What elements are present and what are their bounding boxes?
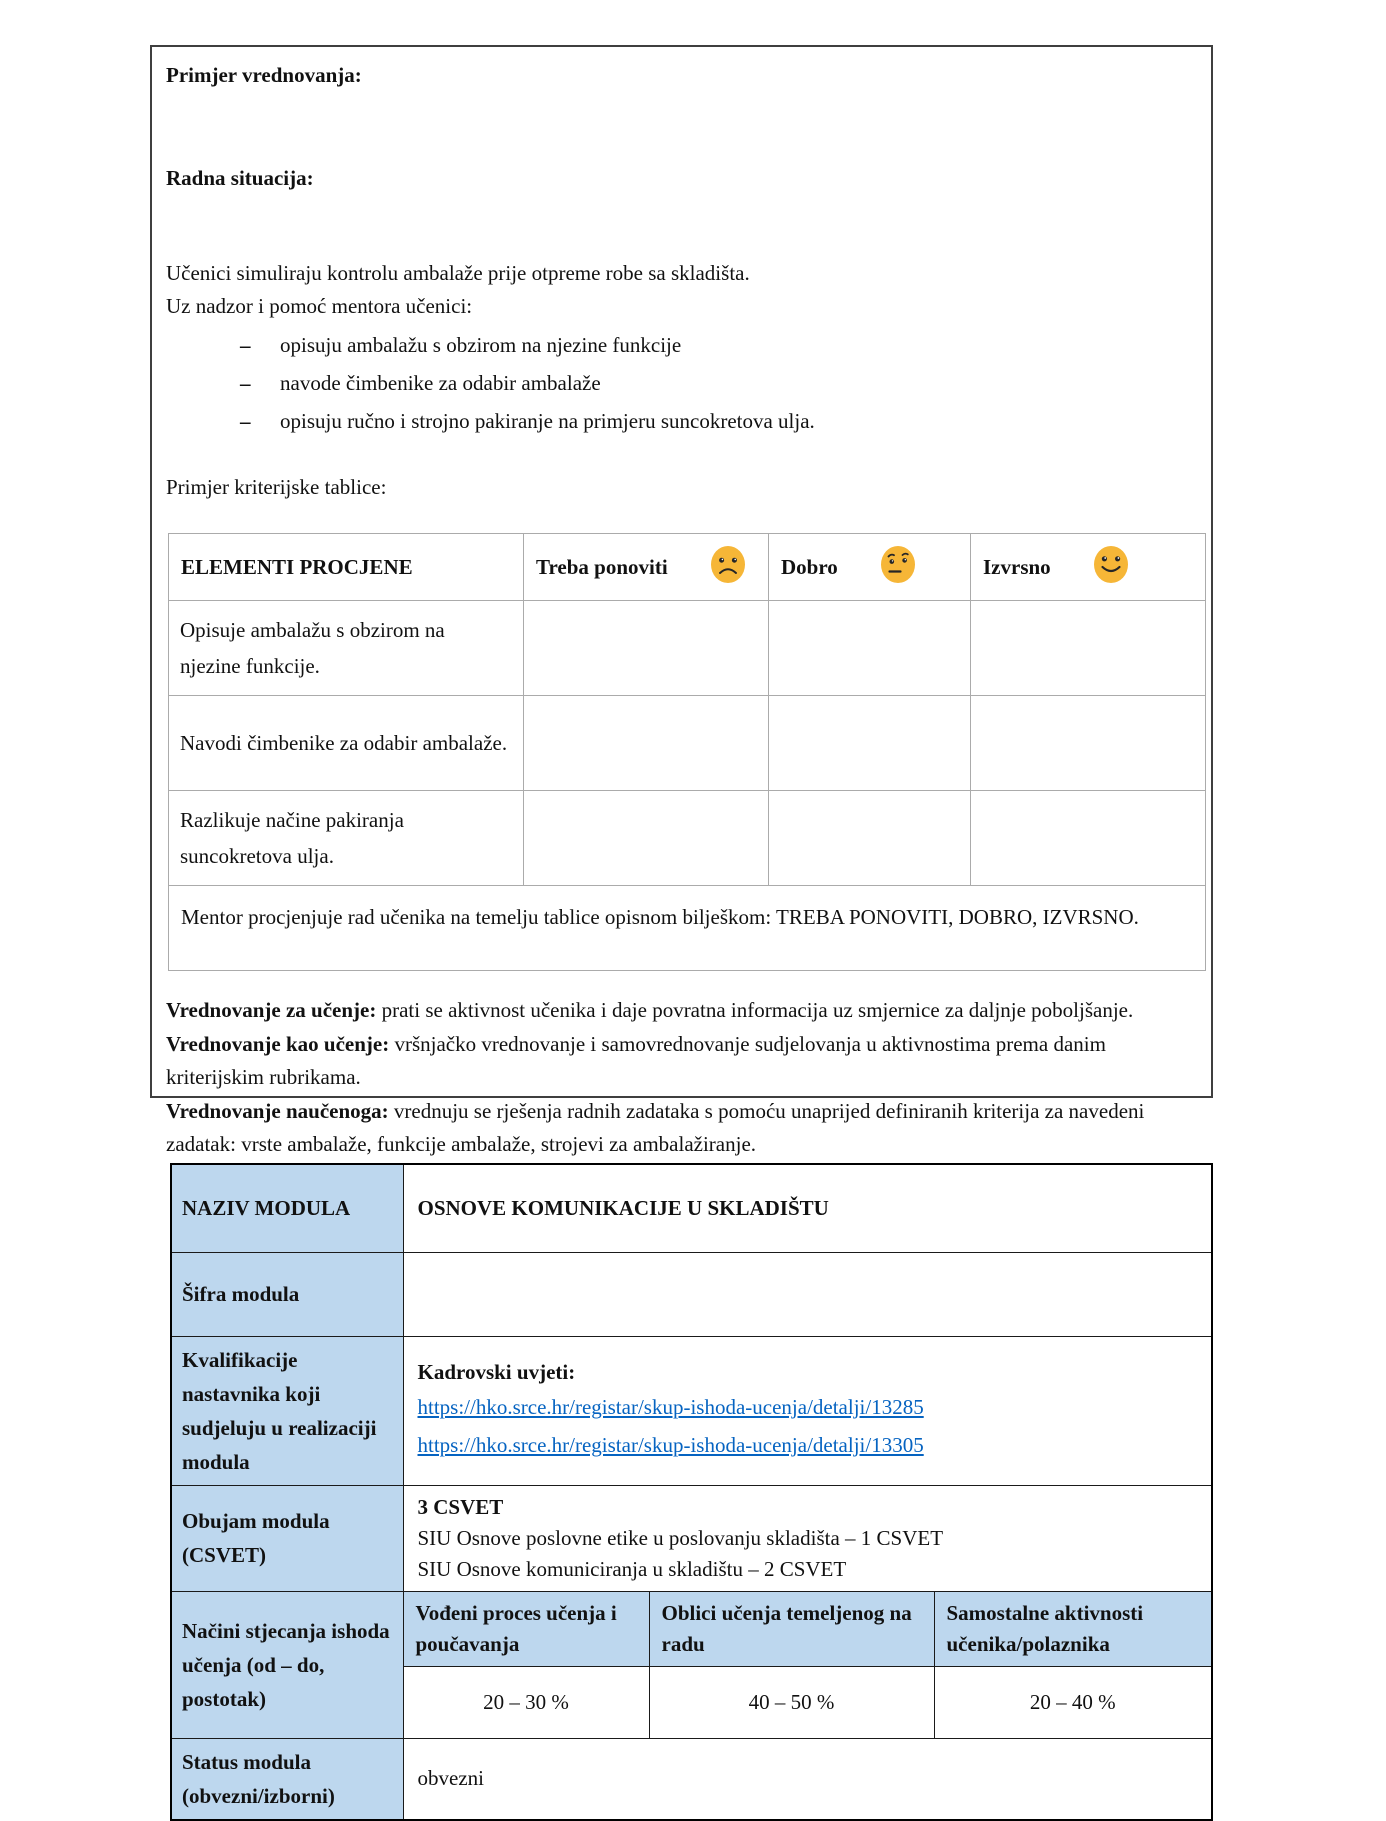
note-text: vrednuju se rješenja radnih zadataka s pomoću unaprijed definiranih kriterija za navedeni zadatak: vrste ambalaže, funkcije ambalaže, strojevi za ambalažiranje. xyxy=(166,1098,1145,1156)
bullet-dash: – xyxy=(240,409,251,433)
csvet-line: SIU Osnove komuniciranja u skladištu – 2 CSVET xyxy=(417,1556,847,1581)
empty-grade-cell xyxy=(524,601,769,696)
intro-line-1: Učenici simuliraju kontrolu ambalaže prije otpreme robe sa skladišta. xyxy=(166,261,750,285)
table-row xyxy=(171,1485,1212,1591)
column-header-label: Treba ponoviti xyxy=(536,554,668,579)
empty-grade-cell xyxy=(971,601,1206,696)
module-volume-value-cell xyxy=(403,1485,1212,1591)
module-status-label-cell: Status modula (obvezni/izborni) xyxy=(171,1738,403,1820)
work-based-learning-header-cell: Oblici učenja temeljenog na radu xyxy=(649,1591,934,1666)
header-cell-treba-ponoviti xyxy=(524,534,769,601)
empty-grade-cell xyxy=(769,791,971,886)
criteria-row xyxy=(169,696,1206,791)
criterion-text: Navodi čimbenike za odabir ambalaže. xyxy=(180,731,508,755)
csvet-line: SIU Osnove poslovne etike u poslovanju skladišta – 1 CSVET xyxy=(417,1525,944,1550)
smiling-face-emoji-icon xyxy=(1093,545,1129,590)
module-code-label-cell: Šifra modula xyxy=(171,1252,403,1336)
empty-grade-cell xyxy=(524,696,769,791)
frowning-face-emoji-icon xyxy=(710,545,746,590)
header-cell-dobro xyxy=(769,534,971,601)
table-row xyxy=(171,1738,1212,1820)
bullet-dash: – xyxy=(240,333,251,357)
guided-learning-percent-cell: 20 – 30 % xyxy=(403,1666,649,1738)
list-item xyxy=(166,402,1197,440)
column-header-label: ELEMENTI PROCJENE xyxy=(181,554,413,579)
module-status-value-cell: obvezni xyxy=(403,1738,1212,1820)
table-row xyxy=(171,1164,1212,1252)
column-header-label: Dobro xyxy=(781,554,838,579)
hko-registry-link-2[interactable]: https://hko.srce.hr/registar/skup-ishoda-ucenja/detalji/13305 xyxy=(417,1433,924,1457)
column-header-label: Izvrsno xyxy=(983,554,1051,579)
intro-line-2: Uz nadzor i pomoć mentora učenici: xyxy=(166,294,473,318)
hko-registry-link-1[interactable]: https://hko.srce.hr/registar/skup-ishoda-ucenja/detalji/13285 xyxy=(417,1395,924,1419)
table-row xyxy=(171,1252,1212,1336)
list-item xyxy=(166,364,1197,402)
criterion-text: Opisuje ambalažu s obzirom na njezine funkcije. xyxy=(180,618,445,678)
mentor-note-cell: Mentor procjenjuje rad učenika na temelju tablice opisnom bilješkom: TREBA PONOVITI, DOBRO, IZVRSNO. xyxy=(169,886,1206,971)
independent-activities-header-cell: Samostalne aktivnosti učenika/polaznika xyxy=(934,1591,1212,1666)
bullet-dash: – xyxy=(240,371,251,395)
module-name-label-cell: NAZIV MODULA xyxy=(171,1164,403,1252)
module-code-value-cell xyxy=(403,1252,1212,1336)
empty-grade-cell xyxy=(971,791,1206,886)
empty-grade-cell xyxy=(769,601,971,696)
note-lead: Vrednovanje naučenoga: xyxy=(166,1098,389,1123)
bullet-list xyxy=(166,326,1197,440)
criterion-text: Razlikuje načine pakiranja suncokretova ulja. xyxy=(180,808,404,868)
raised-eyebrow-face-emoji-icon xyxy=(880,545,916,590)
csvet-total: 3 CSVET xyxy=(417,1494,504,1519)
criterion-cell xyxy=(169,791,524,886)
list-item xyxy=(166,326,1197,364)
note-lead: Vrednovanje kao učenje: xyxy=(166,1031,390,1056)
note-lead: Vrednovanje za učenje: xyxy=(166,998,377,1022)
bullet-text: navode čimbenike za odabir ambalaže xyxy=(280,371,601,395)
criteria-row xyxy=(169,601,1206,696)
module-name-value-cell: OSNOVE KOMUNIKACIJE U SKLADIŠTU xyxy=(403,1164,1212,1252)
header-cell-izvrsno xyxy=(971,534,1206,601)
bullet-text: opisuju ručno i strojno pakiranje na primjeru suncokretova ulja. xyxy=(280,409,815,433)
criteria-table xyxy=(168,533,1206,971)
criterion-cell xyxy=(169,601,524,696)
evaluation-section-box xyxy=(150,45,1213,1156)
note-text: vršnjačko vrednovanje i samovrednovanje sudjelovanja u aktivnostima prema danim kriterijskim rubrikama. xyxy=(166,1031,1106,1089)
work-situation-heading: Radna situacija: xyxy=(166,166,314,190)
table-row xyxy=(171,1336,1212,1485)
criteria-footer-row xyxy=(169,886,1206,971)
bullet-text: opisuju ambalažu s obzirom na njezine funkcije xyxy=(280,333,682,357)
empty-grade-cell xyxy=(769,696,971,791)
teacher-qualifications-value-cell xyxy=(403,1336,1212,1485)
independent-activities-percent-cell: 20 – 40 % xyxy=(934,1666,1212,1738)
table-row xyxy=(171,1591,1212,1666)
criteria-row xyxy=(169,791,1206,886)
learning-modes-label-cell: Načini stjecanja ishoda učenja (od – do, postotak) xyxy=(171,1591,403,1738)
evaluation-notes xyxy=(166,994,1197,1162)
criteria-header-row xyxy=(169,534,1206,601)
empty-grade-cell xyxy=(524,791,769,886)
header-cell-elementi xyxy=(169,534,524,601)
empty-grade-cell xyxy=(971,696,1206,791)
module-volume-label-cell: Obujam modula (CSVET) xyxy=(171,1485,403,1591)
work-based-learning-percent-cell: 40 – 50 % xyxy=(649,1666,934,1738)
module-info-table xyxy=(170,1163,1213,1821)
kadrovski-heading: Kadrovski uvjeti: xyxy=(417,1360,576,1384)
guided-learning-header-cell: Vođeni proces učenja i poučavanja xyxy=(403,1591,649,1666)
criteria-table-caption: Primjer kriterijske tablice: xyxy=(166,475,387,499)
note-text: prati se aktivnost učenika i daje povratna informacija uz smjernice za daljnje poboljšanje. xyxy=(376,998,1134,1022)
section-title: Primjer vrednovanja: xyxy=(166,63,362,87)
criterion-cell xyxy=(169,696,524,791)
teacher-qualifications-label-cell: Kvalifikacije nastavnika koji sudjeluju u realizaciji modula xyxy=(171,1336,403,1485)
